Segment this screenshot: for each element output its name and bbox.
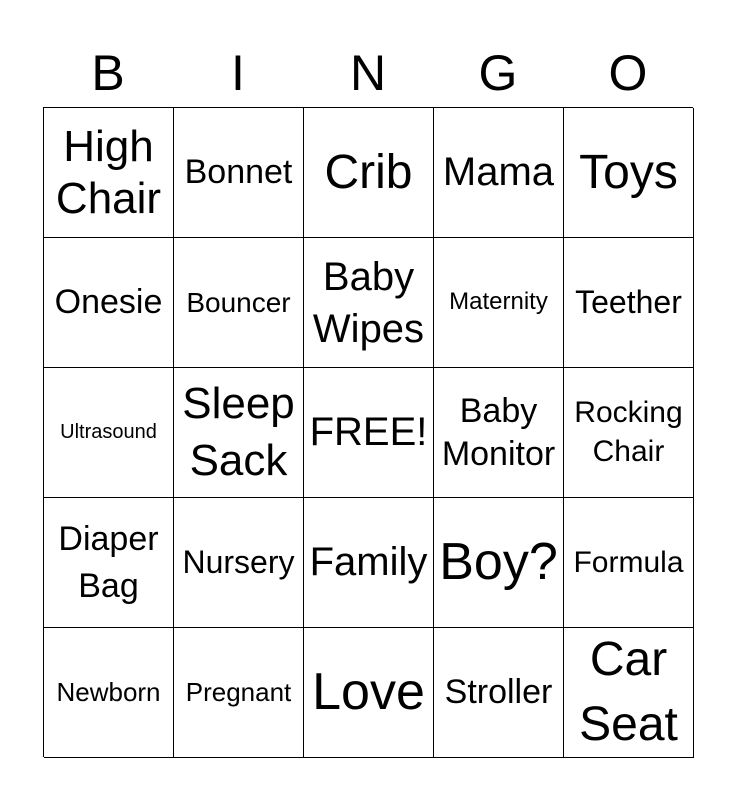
bingo-cell-r4-c5[interactable]: Formula	[564, 498, 694, 628]
bingo-cell-r5-c5[interactable]: Car Seat	[564, 628, 694, 758]
bingo-cell-r3-c4[interactable]: Baby Monitor	[434, 368, 564, 498]
bingo-cell-r4-c4[interactable]: Boy?	[434, 498, 564, 628]
bingo-board	[43, 107, 693, 757]
header-letter-o: O	[608, 45, 648, 101]
bingo-cell-r2-c2[interactable]: Bouncer	[174, 238, 304, 368]
bingo-cell-r4-c2[interactable]: Nursery	[174, 498, 304, 628]
header-letter-n: N	[349, 45, 387, 101]
bingo-cell-r1-c3[interactable]: Crib	[304, 108, 434, 238]
bingo-cell-r1-c4[interactable]: Mama	[434, 108, 564, 238]
bingo-header	[43, 40, 693, 106]
bingo-cell-r1-c5[interactable]: Toys	[564, 108, 694, 238]
bingo-cell-r5-c2[interactable]: Pregnant	[174, 628, 304, 758]
bingo-cell-r3-c5[interactable]: Rocking Chair	[564, 368, 694, 498]
bingo-cell-r5-c4[interactable]: Stroller	[434, 628, 564, 758]
bingo-cell-r1-c2[interactable]: Bonnet	[174, 108, 304, 238]
header-letter-g: G	[478, 45, 518, 101]
bingo-cell-r2-c5[interactable]: Teether	[564, 238, 694, 368]
header-letter-i: I	[231, 45, 245, 101]
bingo-cell-r4-c3[interactable]: Family	[304, 498, 434, 628]
bingo-cell-r2-c1[interactable]: Onesie	[44, 238, 174, 368]
bingo-cell-r5-c1[interactable]: Newborn	[44, 628, 174, 758]
bingo-cell-r3-c2[interactable]: Sleep Sack	[174, 368, 304, 498]
bingo-cell-r1-c1[interactable]: High Chair	[44, 108, 174, 238]
bingo-cell-r3-c3[interactable]: FREE!	[304, 368, 434, 498]
bingo-cell-r5-c3[interactable]: Love	[304, 628, 434, 758]
bingo-cell-r2-c3[interactable]: Baby Wipes	[304, 238, 434, 368]
bingo-cell-r4-c1[interactable]: Diaper Bag	[44, 498, 174, 628]
bingo-cell-r2-c4[interactable]: Maternity	[434, 238, 564, 368]
header-letter-b: B	[91, 45, 125, 101]
bingo-cell-r3-c1[interactable]: Ultrasound	[44, 368, 174, 498]
